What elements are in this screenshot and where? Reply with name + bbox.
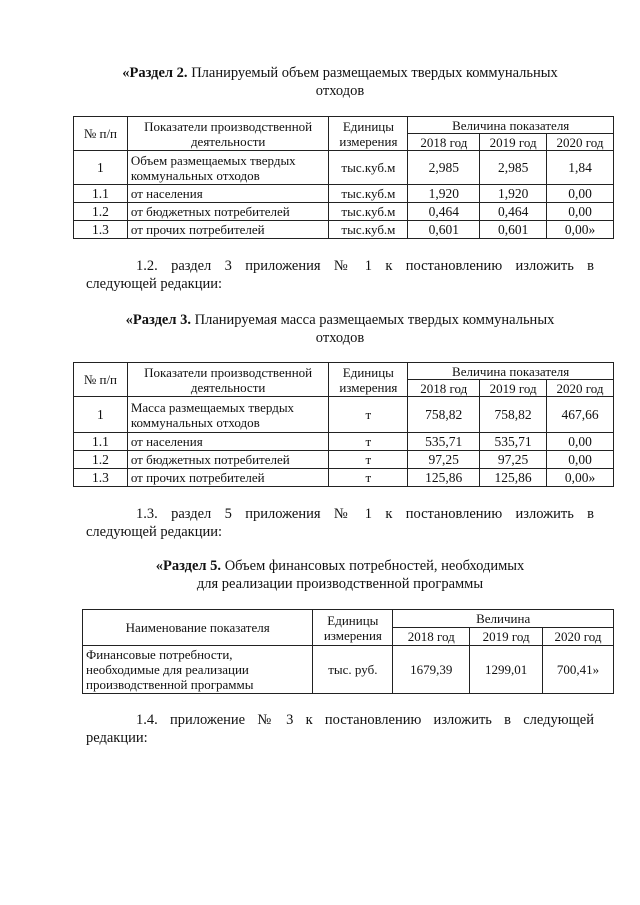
section-3-title-line2: отходов: [315, 330, 365, 346]
paragraph-1-4-line2: редакции:: [86, 730, 148, 746]
section-5-label: «Раздел 5.: [155, 558, 222, 574]
section-2-label: «Раздел 2.: [122, 65, 188, 81]
row-units: т: [329, 469, 408, 487]
row-units: тыс.куб.м: [329, 203, 408, 221]
section-3-table: [73, 362, 614, 487]
section-5-title-text: Объем финансовых потребностей, необходимых: [221, 558, 525, 574]
section-5-table: [82, 609, 614, 694]
row-units: т: [329, 451, 408, 469]
paragraph-1-3-line1: 1.3. раздел 5 приложения № 1 к постановлению изложить в: [136, 506, 594, 522]
header-year: 2019 год: [470, 628, 543, 646]
header-indicator: Показатели производственной деятельности: [127, 117, 329, 151]
row-value: 535,71: [480, 433, 547, 451]
table-row: [83, 646, 614, 694]
row-num: 1.1: [74, 433, 128, 451]
table-row: [74, 397, 614, 433]
section-2-table: [73, 116, 614, 239]
table-row: [74, 451, 614, 469]
row-value: 125,86: [408, 469, 480, 487]
row-value: 1679,39: [393, 646, 470, 694]
row-value: 758,82: [408, 397, 480, 433]
row-indicator: от населения: [127, 185, 329, 203]
row-units: тыс. руб.: [313, 646, 393, 694]
row-num: 1: [74, 397, 128, 433]
section-2-title-text: Планируемый объем размещаемых твердых коммунальных: [187, 65, 558, 81]
paragraph-1-2: [86, 257, 594, 293]
row-value: 2,985: [408, 151, 480, 185]
section-2-title: [60, 64, 620, 100]
paragraph-1-2-line1: 1.2. раздел 3 приложения № 1 к постановлению изложить в: [136, 258, 594, 274]
section-5-title: [60, 557, 620, 593]
row-value: 1,84: [547, 151, 614, 185]
header-year: 2018 год: [393, 628, 470, 646]
section-5-title-line2: для реализации производственной программы: [196, 576, 484, 592]
row-value: 0,464: [408, 203, 480, 221]
header-value-group: Величина показателя: [408, 363, 614, 380]
paragraph-1-4-line1: 1.4. приложение № 3 к постановлению изложить в следующей: [136, 712, 594, 728]
row-num: 1: [74, 151, 128, 185]
paragraph-1-3-line2: следующей редакции:: [86, 524, 223, 540]
row-value: 0,00: [547, 203, 614, 221]
header-year: 2019 год: [480, 134, 547, 151]
row-value: 0,00: [547, 433, 614, 451]
row-num: 1.3: [74, 221, 128, 239]
table-row: [74, 203, 614, 221]
row-indicator: Масса размещаемых твердых коммунальных отходов: [127, 397, 329, 433]
paragraph-1-4: [86, 711, 594, 747]
header-year: 2020 год: [547, 134, 614, 151]
row-value: 467,66: [547, 397, 614, 433]
header-num: № п/п: [74, 117, 128, 151]
table-row: [74, 221, 614, 239]
row-num: 1.3: [74, 469, 128, 487]
row-value: 97,25: [480, 451, 547, 469]
row-value: 0,00: [547, 185, 614, 203]
row-value: 1299,01: [470, 646, 543, 694]
row-units: т: [329, 433, 408, 451]
row-indicator: от бюджетных потребителей: [127, 203, 329, 221]
row-value: 0,00»: [547, 221, 614, 239]
table-row: [74, 469, 614, 487]
header-units: Единицы измерения: [329, 363, 408, 397]
paragraph-1-3: [86, 505, 594, 541]
header-year: 2018 год: [408, 134, 480, 151]
row-indicator: от прочих потребителей: [127, 221, 329, 239]
header-indicator: Показатели производственной деятельности: [127, 363, 329, 397]
row-name: Финансовые потребности, необходимые для реализации производственной программы: [83, 646, 313, 694]
section-3-title: [60, 311, 620, 347]
row-indicator: от бюджетных потребителей: [127, 451, 329, 469]
section-3-label: «Раздел 3.: [125, 312, 191, 328]
row-value: 758,82: [480, 397, 547, 433]
row-indicator: от прочих потребителей: [127, 469, 329, 487]
table-row: [74, 151, 614, 185]
header-units: Единицы измерения: [313, 610, 393, 646]
header-year: 2019 год: [480, 380, 547, 397]
header-name: Наименование показателя: [83, 610, 313, 646]
row-value: 0,00»: [547, 469, 614, 487]
header-year: 2020 год: [547, 380, 614, 397]
row-value: 0,601: [480, 221, 547, 239]
row-value: 125,86: [480, 469, 547, 487]
row-value: 97,25: [408, 451, 480, 469]
row-value: 0,601: [408, 221, 480, 239]
row-num: 1.1: [74, 185, 128, 203]
row-units: тыс.куб.м: [329, 185, 408, 203]
table-row: [74, 433, 614, 451]
section-3-title-text: Планируемая масса размещаемых твердых коммунальных: [191, 312, 555, 328]
row-units: т: [329, 397, 408, 433]
section-2-title-line2: отходов: [315, 83, 365, 99]
row-indicator: Объем размещаемых твердых коммунальных отходов: [127, 151, 329, 185]
header-value-group: Величина: [393, 610, 614, 628]
header-year: 2020 год: [543, 628, 614, 646]
header-units: Единицы измерения: [329, 117, 408, 151]
row-value: 0,464: [480, 203, 547, 221]
header-num: № п/п: [74, 363, 128, 397]
row-value: 0,00: [547, 451, 614, 469]
row-value: 2,985: [480, 151, 547, 185]
row-units: тыс.куб.м: [329, 151, 408, 185]
row-value: 700,41»: [543, 646, 614, 694]
row-value: 1,920: [408, 185, 480, 203]
row-value: 1,920: [480, 185, 547, 203]
paragraph-1-2-line2: следующей редакции:: [86, 276, 223, 292]
header-year: 2018 год: [408, 380, 480, 397]
row-num: 1.2: [74, 203, 128, 221]
row-units: тыс.куб.м: [329, 221, 408, 239]
table-row: [74, 185, 614, 203]
header-value-group: Величина показателя: [408, 117, 614, 134]
row-indicator: от населения: [127, 433, 329, 451]
row-value: 535,71: [408, 433, 480, 451]
row-num: 1.2: [74, 451, 128, 469]
